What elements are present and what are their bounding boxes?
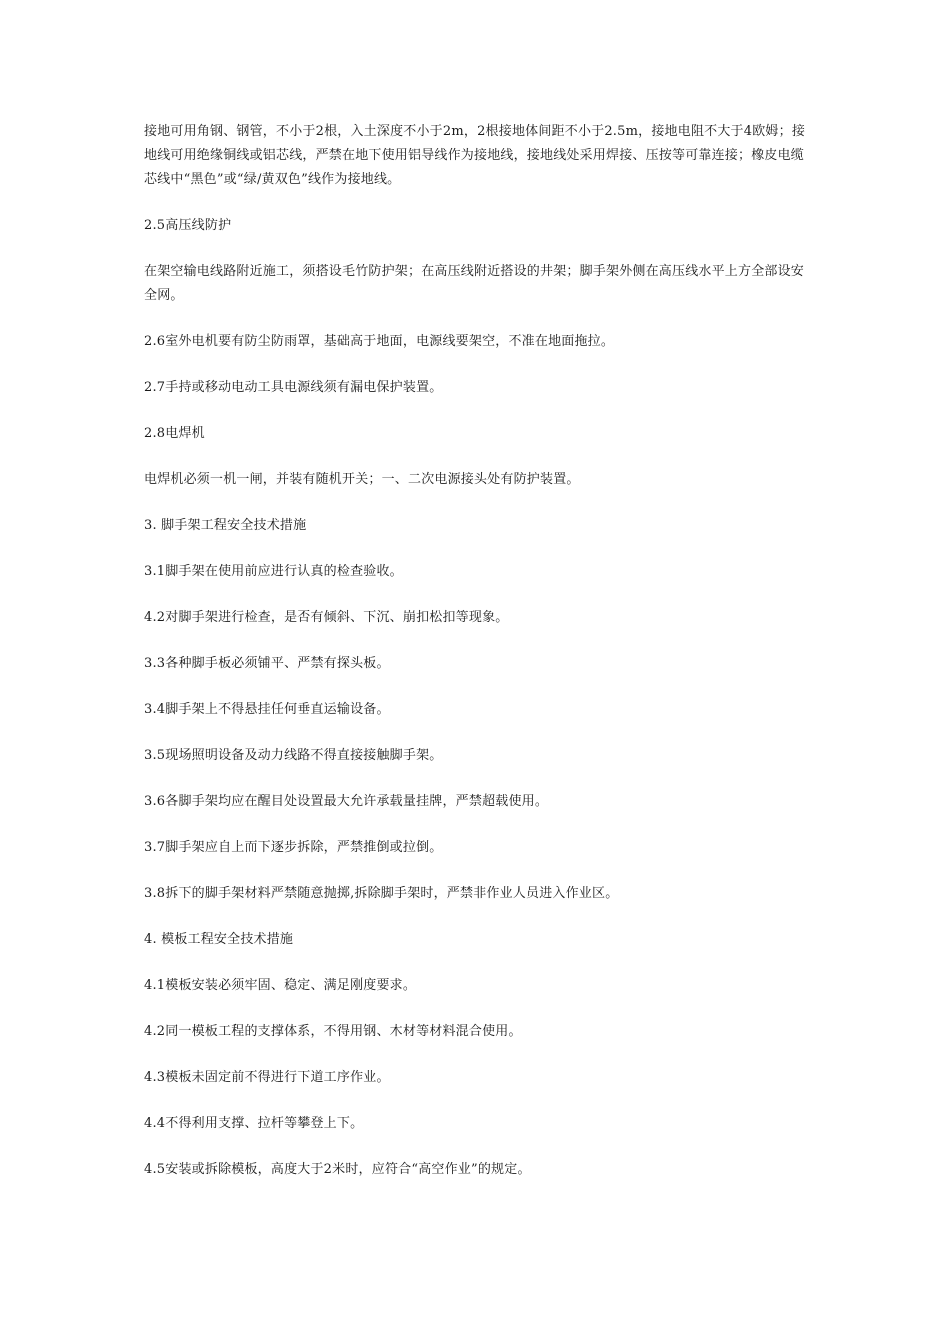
paragraph-high-voltage: 在架空输电线路附近施工，须搭设毛竹防护架；在高压线附近搭设的井架；脚手架外侧在高压线水平上方全部设安全网。 (144, 264, 805, 303)
paragraph-3-6: 3.6各脚手架均应在醒目处设置最大允许承载量挂牌，严禁超载使用。 (144, 794, 549, 809)
paragraph-3-1: 3.1脚手架在使用前应进行认真的检查验收。 (144, 564, 403, 579)
heading-4: 4. 模板工程安全技术措施 (144, 932, 294, 947)
heading-3: 3. 脚手架工程安全技术措施 (144, 518, 307, 533)
heading-2-5: 2.5高压线防护 (144, 218, 232, 233)
paragraph-4-5: 4.5安装或拆除模板，高度大于2米时，应符合“高空作业”的规定。 (144, 1162, 531, 1177)
paragraph-3-4: 3.4脚手架上不得悬挂任何垂直运输设备。 (144, 702, 390, 717)
paragraph-4-2-scaffold: 4.2对脚手架进行检查，是否有倾斜、下沉、崩扣松扣等现象。 (144, 610, 509, 625)
paragraph-2-6: 2.6室外电机要有防尘防雨罩，基础高于地面，电源线要架空，不准在地面拖拉。 (144, 334, 615, 349)
paragraph-4-2: 4.2同一模板工程的支撑体系，不得用钢、木材等材料混合使用。 (144, 1024, 522, 1039)
paragraph-grounding: 接地可用角钢、钢管，不小于2根，入土深度不小于2m，2根接地体间距不小于2.5m，接地电阻不大于4欧姆；接地线可用绝缘铜线或铝芯线，严禁在地下使用铝导线作为接地线，接地线处采用焊接、压按等可靠连接；橡皮电缆芯线中“黑色”或“绿/黄双色”线作为接地线。 (144, 124, 806, 187)
paragraph-4-4: 4.4不得利用支撑、拉杆等攀登上下。 (144, 1116, 364, 1131)
document-page (144, 120, 814, 1182)
paragraph-4-1: 4.1模板安装必须牢固、稳定、满足刚度要求。 (144, 978, 417, 993)
paragraph-3-5: 3.5现场照明设备及动力线路不得直接接触脚手架。 (144, 748, 443, 763)
heading-2-8: 2.8电焊机 (144, 426, 205, 441)
paragraph-4-3: 4.3模板未固定前不得进行下道工序作业。 (144, 1070, 390, 1085)
paragraph-3-7: 3.7脚手架应自上而下逐步拆除，严禁推倒或拉倒。 (144, 840, 443, 855)
paragraph-2-7: 2.7手持或移动电动工具电源线须有漏电保护装置。 (144, 380, 443, 395)
paragraph-welder: 电焊机必须一机一闸，并装有随机开关；一、二次电源接头处有防护装置。 (144, 472, 580, 487)
paragraph-3-3: 3.3各种脚手板必须铺平、严禁有探头板。 (144, 656, 390, 671)
paragraph-3-8: 3.8拆下的脚手架材料严禁随意抛掷,拆除脚手架时，严禁非作业人员进入作业区。 (144, 886, 619, 901)
